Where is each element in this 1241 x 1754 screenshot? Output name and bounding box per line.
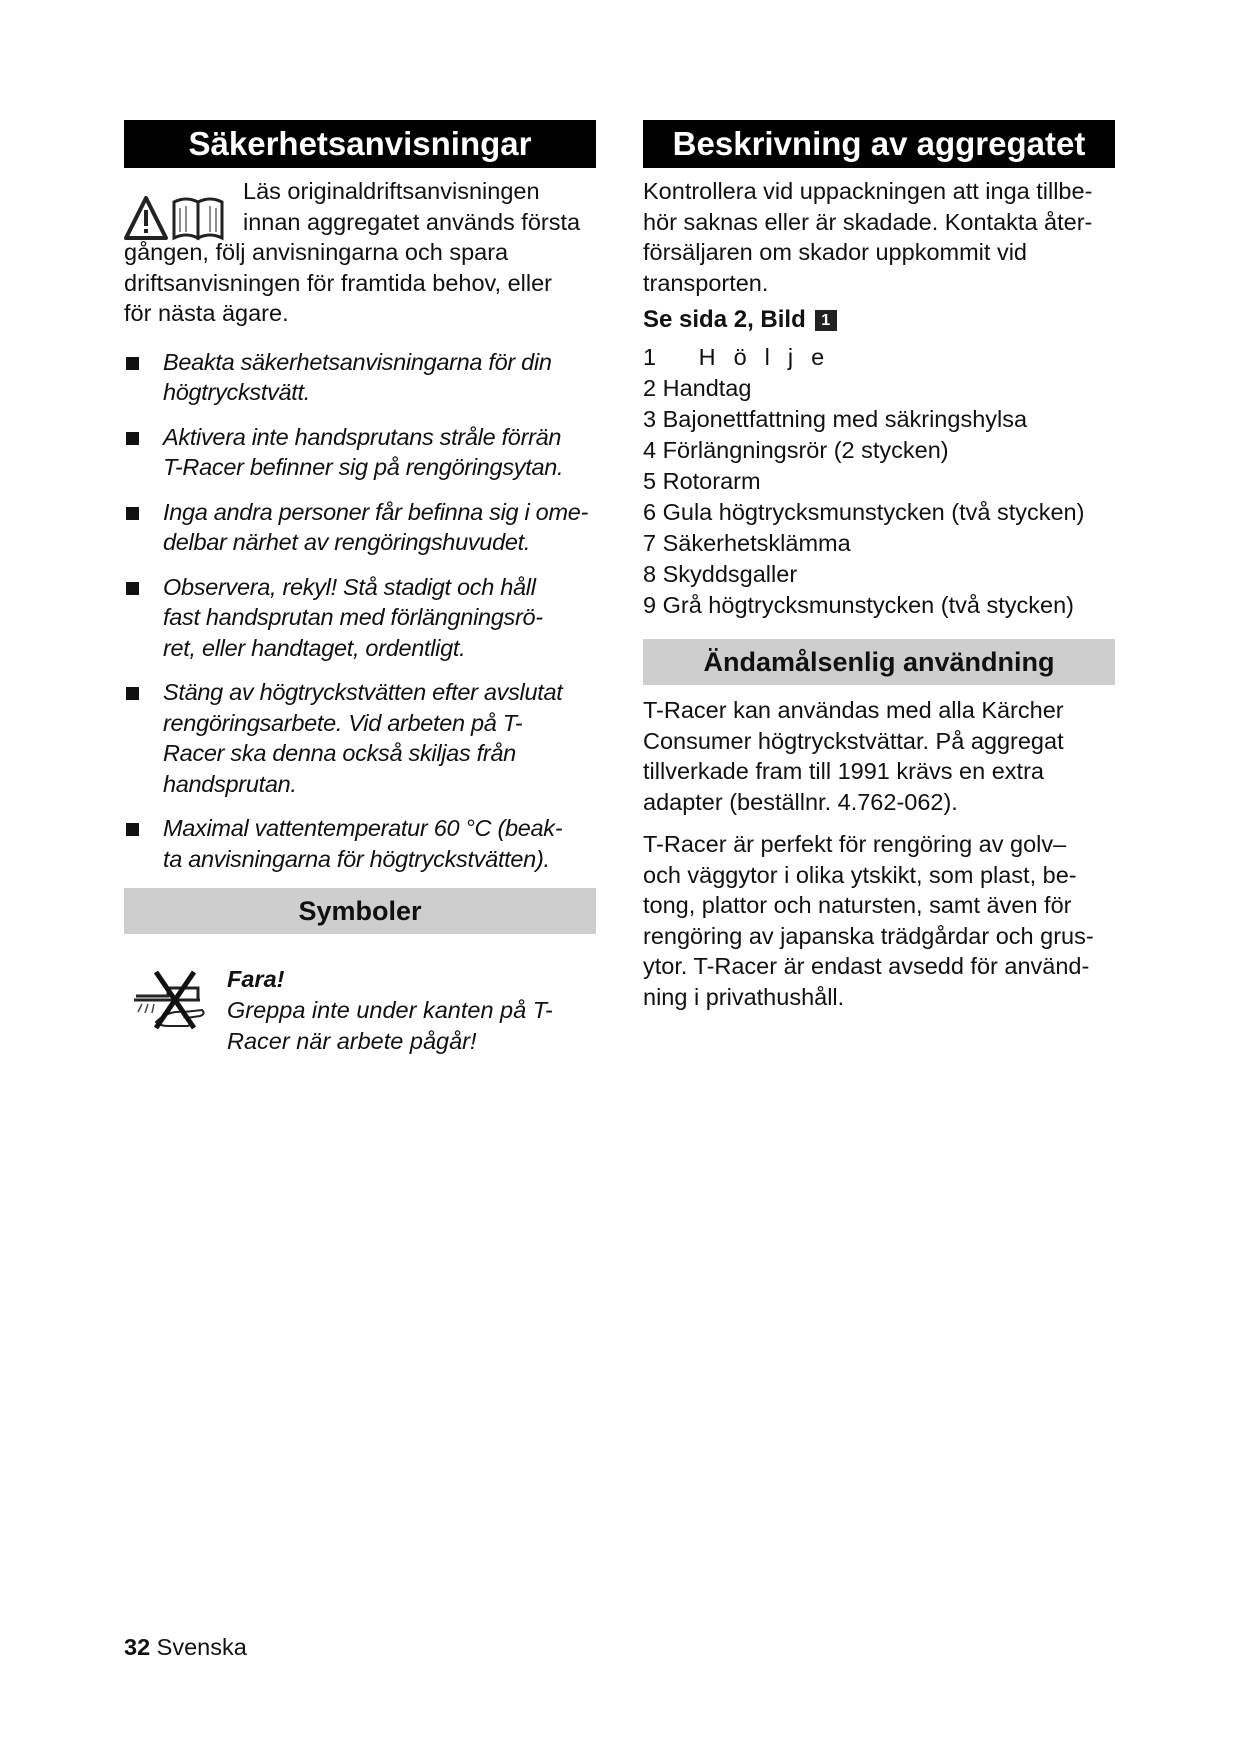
- text-line: adapter (beställnr. 4.762-062).: [643, 788, 958, 815]
- list-item: 8 Skyddsgaller: [643, 561, 798, 587]
- list-item: Inga andra personer får befinna sig i ome- delbar närhet av rengöringshuvudet.: [124, 497, 596, 558]
- danger-symbol-block: [124, 952, 596, 1052]
- danger-line: Racer när arbete pågår!: [227, 1028, 477, 1054]
- parts-list: [643, 342, 1115, 621]
- list-item: 1 Hölje: [643, 344, 843, 370]
- figure-reference-text: Se sida 2, Bild: [643, 306, 806, 333]
- bullet-square-icon: [126, 687, 139, 700]
- page-footer: [124, 1634, 247, 1661]
- intro-line: driftsanvisningen för framtida behov, eller: [124, 269, 553, 296]
- safety-heading: Säkerhetsanvisningar: [124, 120, 596, 168]
- symbols-heading: Symboler: [124, 888, 596, 934]
- right-column: [643, 120, 1115, 1012]
- danger-label: Fara!: [227, 966, 285, 992]
- intended-use-paragraph-1: [643, 695, 1115, 817]
- list-item: Beakta säkerhetsanvisningarna för din högtryckstvätt.: [124, 347, 596, 408]
- left-column: [124, 120, 596, 1052]
- text-line: och väggytor i olika ytskikt, som plast, be-: [643, 861, 1077, 888]
- danger-line: Greppa inte under kanten på T-: [227, 997, 553, 1023]
- text-line: tillverkade fram till 1991 krävs en extra: [643, 758, 1044, 784]
- description-intro: [643, 176, 1115, 298]
- bullet-square-icon: [126, 507, 139, 520]
- text-line: Consumer högtryckstvättar. På aggregat: [643, 727, 1064, 754]
- list-item: 7 Säkerhetsklämma: [643, 530, 851, 556]
- warning-read-manual-icon: [124, 194, 229, 244]
- bullet-square-icon: [126, 823, 139, 836]
- intro-line: transporten.: [643, 269, 769, 296]
- description-heading: Beskrivning av aggregatet: [643, 120, 1115, 168]
- text-line: T-Racer kan användas med alla Kärcher: [643, 697, 1064, 723]
- list-item: Stäng av högtryckstvätten efter avslutat rengöringsarbete. Vid arbeten på T- Racer ska denna också skiljas från handsprutan.: [124, 677, 596, 799]
- intended-use-heading: Ändamålsenlig användning: [643, 639, 1115, 685]
- text-line: rengöring av japanska trädgårdar och grus-: [643, 922, 1094, 949]
- intro-line: innan aggregatet används första: [243, 208, 581, 235]
- text-line: ning i privathushåll.: [643, 983, 845, 1010]
- intended-use-paragraph-2: [643, 829, 1115, 1012]
- list-item: 9 Grå högtrycksmunstycken (två stycken): [643, 592, 1074, 618]
- safety-intro: [124, 176, 596, 329]
- text-line: tong, plattor och natursten, samt även för: [643, 892, 1072, 918]
- page-number: 32: [124, 1634, 151, 1660]
- list-item: Maximal vattentemperatur 60 °C (beak- ta anvisningarna för högtryckstvätten).: [124, 813, 596, 874]
- list-item: 6 Gula högtrycksmunstycken (två stycken): [643, 499, 1085, 525]
- intro-line: Kontrollera vid uppackningen att inga tillbe-: [643, 178, 1093, 204]
- list-item: 4 Förlängningsrör (2 stycken): [643, 437, 949, 463]
- figure-reference: [643, 306, 1115, 334]
- danger-text: [227, 964, 553, 1057]
- figure-number-badge: 1: [815, 310, 837, 331]
- intro-line: gången, följ anvisningarna och spara: [124, 239, 509, 265]
- list-item: Aktivera inte handsprutans stråle förrän T-Racer befinner sig på rengöringsytan.: [124, 422, 596, 483]
- footer-language: Svenska: [156, 1634, 247, 1660]
- list-item: 5 Rotorarm: [643, 468, 761, 494]
- list-item: 2 Handtag: [643, 375, 752, 401]
- intro-line: försäljaren om skador uppkommit vid: [643, 239, 1027, 265]
- bullet-square-icon: [126, 432, 139, 445]
- bullet-square-icon: [126, 582, 139, 595]
- list-item: Observera, rekyl! Stå stadigt och håll fast handsprutan med förlängningsrö- ret, eller handtaget, ordentligt.: [124, 572, 596, 664]
- no-hand-under-edge-icon: [128, 966, 214, 1034]
- text-line: ytor. T-Racer är endast avsedd för använd-: [643, 953, 1090, 979]
- bullet-square-icon: [126, 357, 139, 370]
- text-line: T-Racer är perfekt för rengöring av golv–: [643, 831, 1067, 857]
- intro-line: för nästa ägare.: [124, 300, 289, 326]
- intro-line: hör saknas eller är skadade. Kontakta åter-: [643, 208, 1093, 235]
- safety-rule-list: [124, 347, 596, 875]
- list-item: 3 Bajonettfattning med säkringshylsa: [643, 406, 1028, 432]
- intro-line: Läs originaldriftsanvisningen: [243, 178, 540, 204]
